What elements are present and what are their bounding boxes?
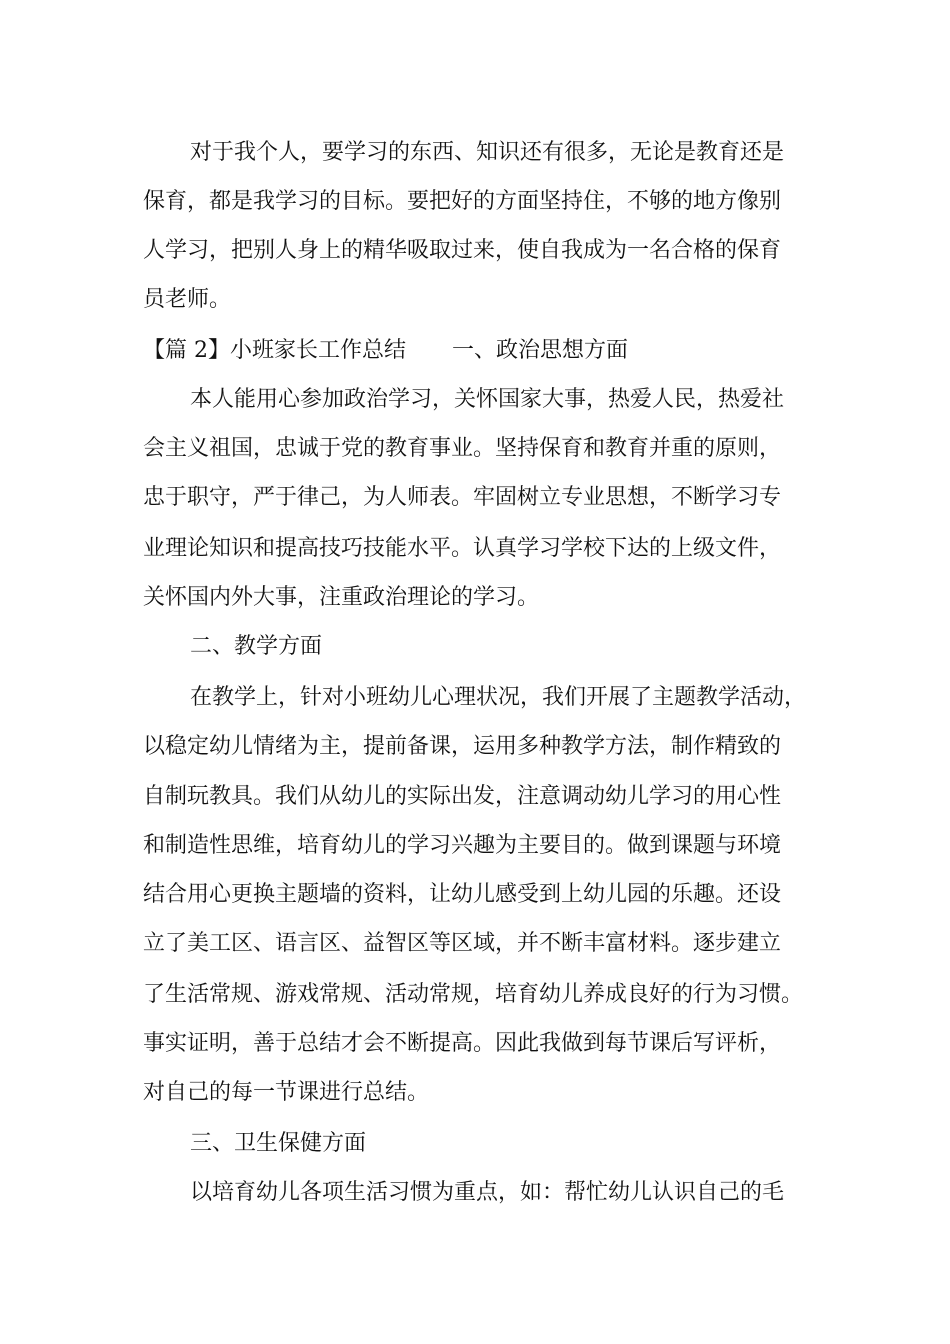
paragraph-3-line-5: 结合用心更换主题墙的资料，让幼儿感受到上幼儿园的乐趣。还设 [143,882,782,907]
paragraph-2-line-1: 本人能用心参加政治学习，关怀国家大事，热爱人民，热爱社 [190,387,785,412]
paragraph-1-line-3: 人学习，把别人身上的精华吸取过来，使自我成为一名合格的保育 [143,238,782,263]
paragraph-3-line-9: 对自己的每一节课进行总结。 [143,1080,430,1105]
paragraph-2-line-4: 业理论知识和提高技巧技能水平。认真学习学校下达的上级文件， [143,536,782,561]
paragraph-3-line-2: 以稳定幼儿情绪为主，提前备课，运用多种教学方法，制作精致的 [143,734,782,759]
paragraph-3-line-4: 和制造性思维，培育幼儿的学习兴趣为主要目的。做到课题与环境 [143,833,782,858]
paragraph-3-line-3: 自制玩教具。我们从幼儿的实际出发，注意调动幼儿学习的用心性 [143,784,782,809]
article-heading: 【篇 2】小班家长工作总结 [143,338,406,363]
paragraph-2-line-2: 会主义祖国，忠诚于党的教育事业。坚持保育和教育并重的原则， [143,436,782,461]
paragraph-2-line-3: 忠于职守，严于律己，为人师表。牢固树立专业思想，不断学习专 [143,485,782,510]
paragraph-3-line-7: 了生活常规、游戏常规、活动常规，培育幼儿养成良好的行为习惯。 [143,982,804,1007]
paragraph-1-line-1: 对于我个人，要学习的东西、知识还有很多，无论是教育还是 [190,140,785,165]
paragraph-4-line-1: 以培育幼儿各项生活习惯为重点，如：帮忙幼儿认识自己的毛 [190,1180,785,1205]
section-3-heading: 三、卫生保健方面 [190,1131,367,1156]
paragraph-2-line-5: 关怀国内外大事，注重政治理论的学习。 [143,585,540,610]
paragraph-1-line-4: 员老师。 [143,287,232,312]
paragraph-3-line-8: 事实证明，善于总结才会不断提高。因此我做到每节课后写评析， [143,1031,782,1056]
paragraph-3-line-1: 在教学上，针对小班幼儿心理状况，我们开展了主题教学活动， [190,685,807,710]
paragraph-1-line-2: 保育，都是我学习的目标。要把好的方面坚持住，不够的地方像别 [143,189,782,214]
section-1-heading: 一、政治思想方面 [452,338,629,363]
paragraph-3-line-6: 立了美工区、语言区、益智区等区域，并不断丰富材料。逐步建立 [143,931,782,956]
section-2-heading: 二、教学方面 [190,634,323,659]
